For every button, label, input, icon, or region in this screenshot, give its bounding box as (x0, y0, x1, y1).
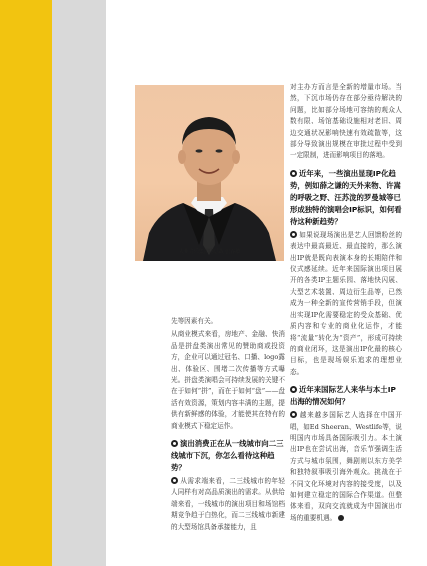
question-marker-icon (171, 440, 178, 447)
answer-marker-icon (290, 411, 297, 418)
left-paragraph-1: 先等因素有关。 (171, 317, 218, 325)
answer-1 (171, 476, 285, 533)
question-marker-icon (290, 386, 297, 393)
left-paragraph-2: 从商业模式来看，房地产、金融、快消品是拼盘类演出常见的赞助商或投资方，企业可以通过冠名、口播、logo露出、体验区、围堵二次传播等方式曝光。拼盘类演唱会可持续发展的关键不在于如何“拼”，而在于如何“盘”——盘活有效资源，策划内容丰满的主题，提供有新鲜感的体验，才能使其在特有的商业模式下稳定运作。 (171, 330, 285, 430)
answer-1-text: 从需求端来看，二三线城市的年轻人同样有对高品质演出的需求。从供给端来看，一线城市的演出项目和场馆档期竞争趋于白热化，而二三线城市新建的大型场馆具备承接能力，且 (171, 477, 285, 531)
question-2-text: 近年来，一些演出显现IP化趋势，例如薛之谦的天外来物、许嵩的呼吸之野、汪苏泷的罗曼城等已形成独特的演唱会IP标识，如何看待这种新趋势？ (290, 168, 402, 226)
question-1-text: 演出消费正在从一线城市向二三线城市下沉，你怎么看待这种趋势？ (171, 439, 284, 473)
question-1 (171, 438, 285, 474)
question-2 (290, 168, 402, 228)
answer-3 (290, 410, 402, 524)
article-right-column (290, 82, 402, 526)
answer-marker-icon (171, 477, 178, 484)
article-left-column (171, 316, 285, 535)
answer-2-text: 如果说现场演出是艺人回馈粉丝的表达中最高最近、最直接的，那么演出IP就是既向表演本身的长期陪伴和仪式感延续。近年来国际演出项目展开的各类IP主题乐园、落地快闪展、大型艺术装置、周边衍生品等，已然成为一种全新的宣传营销手段，但演出实现IP化需要稳定的受众基础、优质内容和专业的商业化运作，才能将“流量”转化为“资产”，形成可持续的商业闭环，这是演出IP化最的核心目标，也是现场娱乐追求的理想业态。 (290, 230, 402, 376)
article-end-icon (338, 515, 344, 521)
right-paragraph-1: 对主办方而言是全新的增量市场。当然，下沉市场仍存在部分亟待解决的问题，比如部分场地可容纳的观众人数有限、场馆基础设施相对老旧、周边交通状况影响快速有效疏散等，这部分导致演出规模在审批过程中受到一定限制，进而影响项目的落地。 (290, 83, 402, 160)
photo-caption: 大业音乐集团副总裁 张春敏 (178, 249, 241, 255)
answer-3-text: 越来越多国际艺人选择在中国开唱，如Ed Sheeran、Westlife等，说明国内市场具备国际吸引力。本土演出IP也在尝试出海，音乐节强调生活方式与城市氛围，舞剧则以东方美学和独特叙事吸引海外观众。挑战在于不同文化环境对内容的接受度，以及如何建立稳定的国际合作渠道。但整体来看，双向交流就成为中国演出市场的重要机遇。 (290, 411, 402, 522)
portrait-illustration (135, 85, 284, 261)
decorative-grey-bar (52, 0, 106, 566)
decorative-yellow-bar (0, 0, 52, 566)
portrait-photo (135, 85, 284, 261)
question-marker-icon (290, 170, 297, 177)
answer-2 (290, 230, 402, 378)
answer-marker-icon (290, 231, 297, 238)
question-3-text: 近年来国际艺人来华与本土IP出海的情况如何？ (290, 385, 396, 407)
question-3 (290, 384, 402, 408)
